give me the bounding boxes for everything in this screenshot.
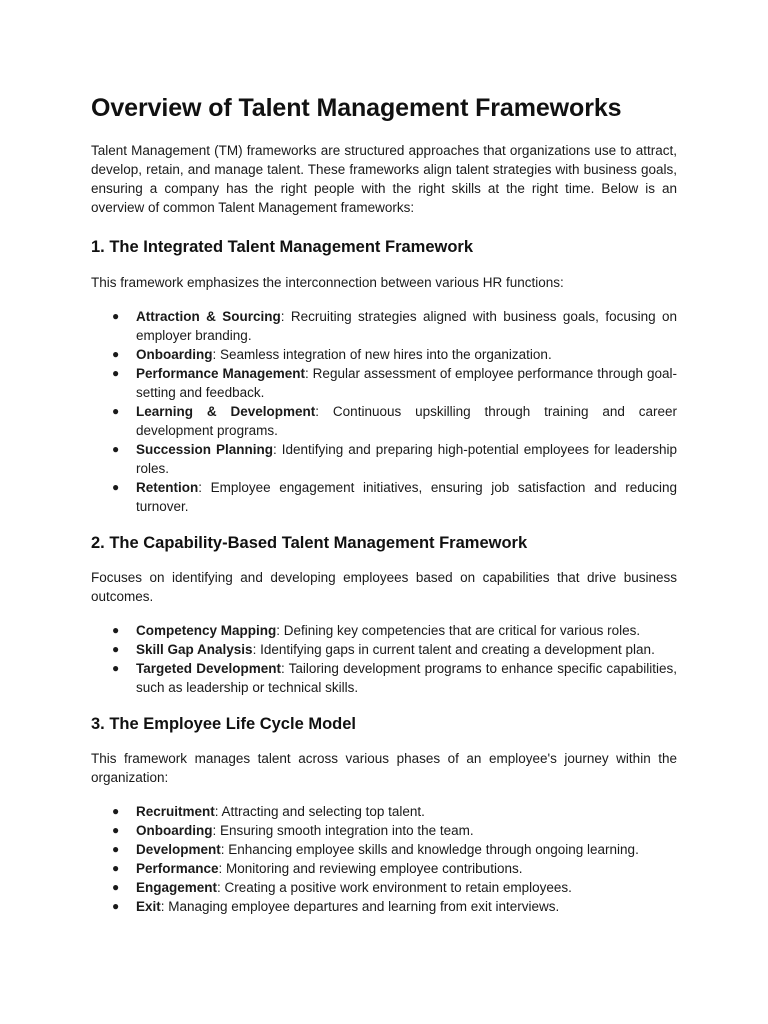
- section-3-list: [91, 802, 677, 916]
- list-item-text: : Enhancing employee skills and knowledge through ongoing learning.: [220, 842, 639, 857]
- list-item-term: Performance Management: [136, 366, 305, 381]
- list-item-text: : Identifying gaps in current talent and creating a development plan.: [252, 642, 655, 657]
- list-item-term: Onboarding: [136, 823, 213, 838]
- list-item-text: : Managing employee departures and learning from exit interviews.: [160, 899, 560, 914]
- list-item-text: : Defining key competencies that are critical for various roles.: [276, 623, 641, 638]
- list-item: [112, 802, 677, 821]
- bullet-icon: ●: [112, 480, 120, 494]
- bullet-icon: ●: [112, 347, 120, 361]
- list-item-text: : Regular assessment of employee performance through goal-setting and feedback.: [136, 366, 677, 400]
- bullet-icon: ●: [112, 366, 120, 380]
- list-item-text: : Tailoring development programs to enhance specific capabilities, such as leadership or technical skills.: [136, 661, 677, 695]
- list-item: [112, 859, 677, 878]
- list-item-term: Exit: [136, 899, 161, 914]
- section-1-heading: 1. The Integrated Talent Management Framework: [91, 238, 474, 256]
- list-item-term: Retention: [136, 480, 199, 495]
- list-item-text: : Identifying and preparing high-potential employees for leadership roles.: [136, 442, 677, 476]
- list-item: [112, 878, 677, 897]
- page-title: Overview of Talent Management Frameworks: [91, 94, 622, 122]
- list-item: [112, 897, 677, 916]
- list-item-term: Recruitment: [136, 804, 215, 819]
- bullet-icon: ●: [112, 861, 120, 875]
- bullet-icon: ●: [112, 642, 120, 656]
- list-item-term: Competency Mapping: [136, 623, 277, 638]
- bullet-icon: ●: [112, 309, 120, 323]
- list-item-text: : Recruiting strategies aligned with business goals, focusing on employer branding.: [136, 309, 677, 343]
- list-item: [112, 307, 677, 345]
- section-2-list: [91, 621, 677, 697]
- list-item-term: Engagement: [136, 880, 218, 895]
- bullet-icon: ●: [112, 404, 120, 418]
- list-item: [112, 659, 677, 697]
- list-item: [112, 821, 677, 840]
- section-1-list: [91, 307, 677, 516]
- list-item: [112, 640, 677, 659]
- list-item: [112, 478, 677, 516]
- list-item-text: : Ensuring smooth integration into the team.: [212, 823, 474, 838]
- bullet-icon: ●: [112, 661, 120, 675]
- bullet-icon: ●: [112, 880, 120, 894]
- list-item-term: Targeted Development: [136, 661, 281, 676]
- section-2-heading: 2. The Capability-Based Talent Management Framework: [91, 534, 528, 552]
- list-item: [112, 440, 677, 478]
- list-item-text: : Creating a positive work environment to retain employees.: [217, 880, 572, 895]
- list-item-term: Learning & Development: [136, 404, 316, 419]
- bullet-icon: ●: [112, 823, 120, 837]
- list-item-text: : Continuous upskilling through training and career development programs.: [136, 404, 678, 438]
- section-3-heading: 3. The Employee Life Cycle Model: [91, 715, 356, 733]
- list-item-text: : Seamless integration of new hires into the organization.: [212, 347, 552, 362]
- list-item-term: Onboarding: [136, 347, 213, 362]
- list-item-term: Skill Gap Analysis: [136, 642, 253, 657]
- list-item: [112, 402, 678, 440]
- list-item-text: : Monitoring and reviewing employee contributions.: [218, 861, 523, 876]
- bullet-icon: ●: [112, 899, 120, 913]
- bullet-icon: ●: [112, 842, 120, 856]
- list-item-term: Succession Planning: [136, 442, 273, 457]
- bullet-icon: ●: [112, 442, 120, 456]
- bullet-icon: ●: [112, 623, 120, 637]
- list-item-text: : Employee engagement initiatives, ensuring job satisfaction and reducing turnover.: [136, 480, 677, 514]
- list-item: [112, 345, 677, 364]
- section-3-description: This framework manages talent across various phases of an employee's journey within the organization:: [91, 751, 677, 785]
- list-item-text: : Attracting and selecting top talent.: [214, 804, 425, 819]
- document-page: [91, 92, 677, 916]
- list-item: [112, 840, 677, 859]
- bullet-icon: ●: [112, 804, 120, 818]
- list-item: [112, 364, 677, 402]
- intro-paragraph: Talent Management (TM) frameworks are structured approaches that organizations use to attract, develop, retain, and manage talent. These frameworks align talent strategies with business goals, ensuring a company has the right people with the right skills at the right time. Below is an overview of common Talent Management frameworks:: [91, 143, 677, 215]
- list-item-term: Development: [136, 842, 221, 857]
- section-2-description: Focuses on identifying and developing employees based on capabilities that drive business outcomes.: [91, 570, 677, 604]
- section-1-description: This framework emphasizes the interconnection between various HR functions:: [91, 275, 564, 290]
- list-item: [112, 621, 677, 640]
- list-item-term: Performance: [136, 861, 219, 876]
- list-item-term: Attraction & Sourcing: [136, 309, 281, 324]
